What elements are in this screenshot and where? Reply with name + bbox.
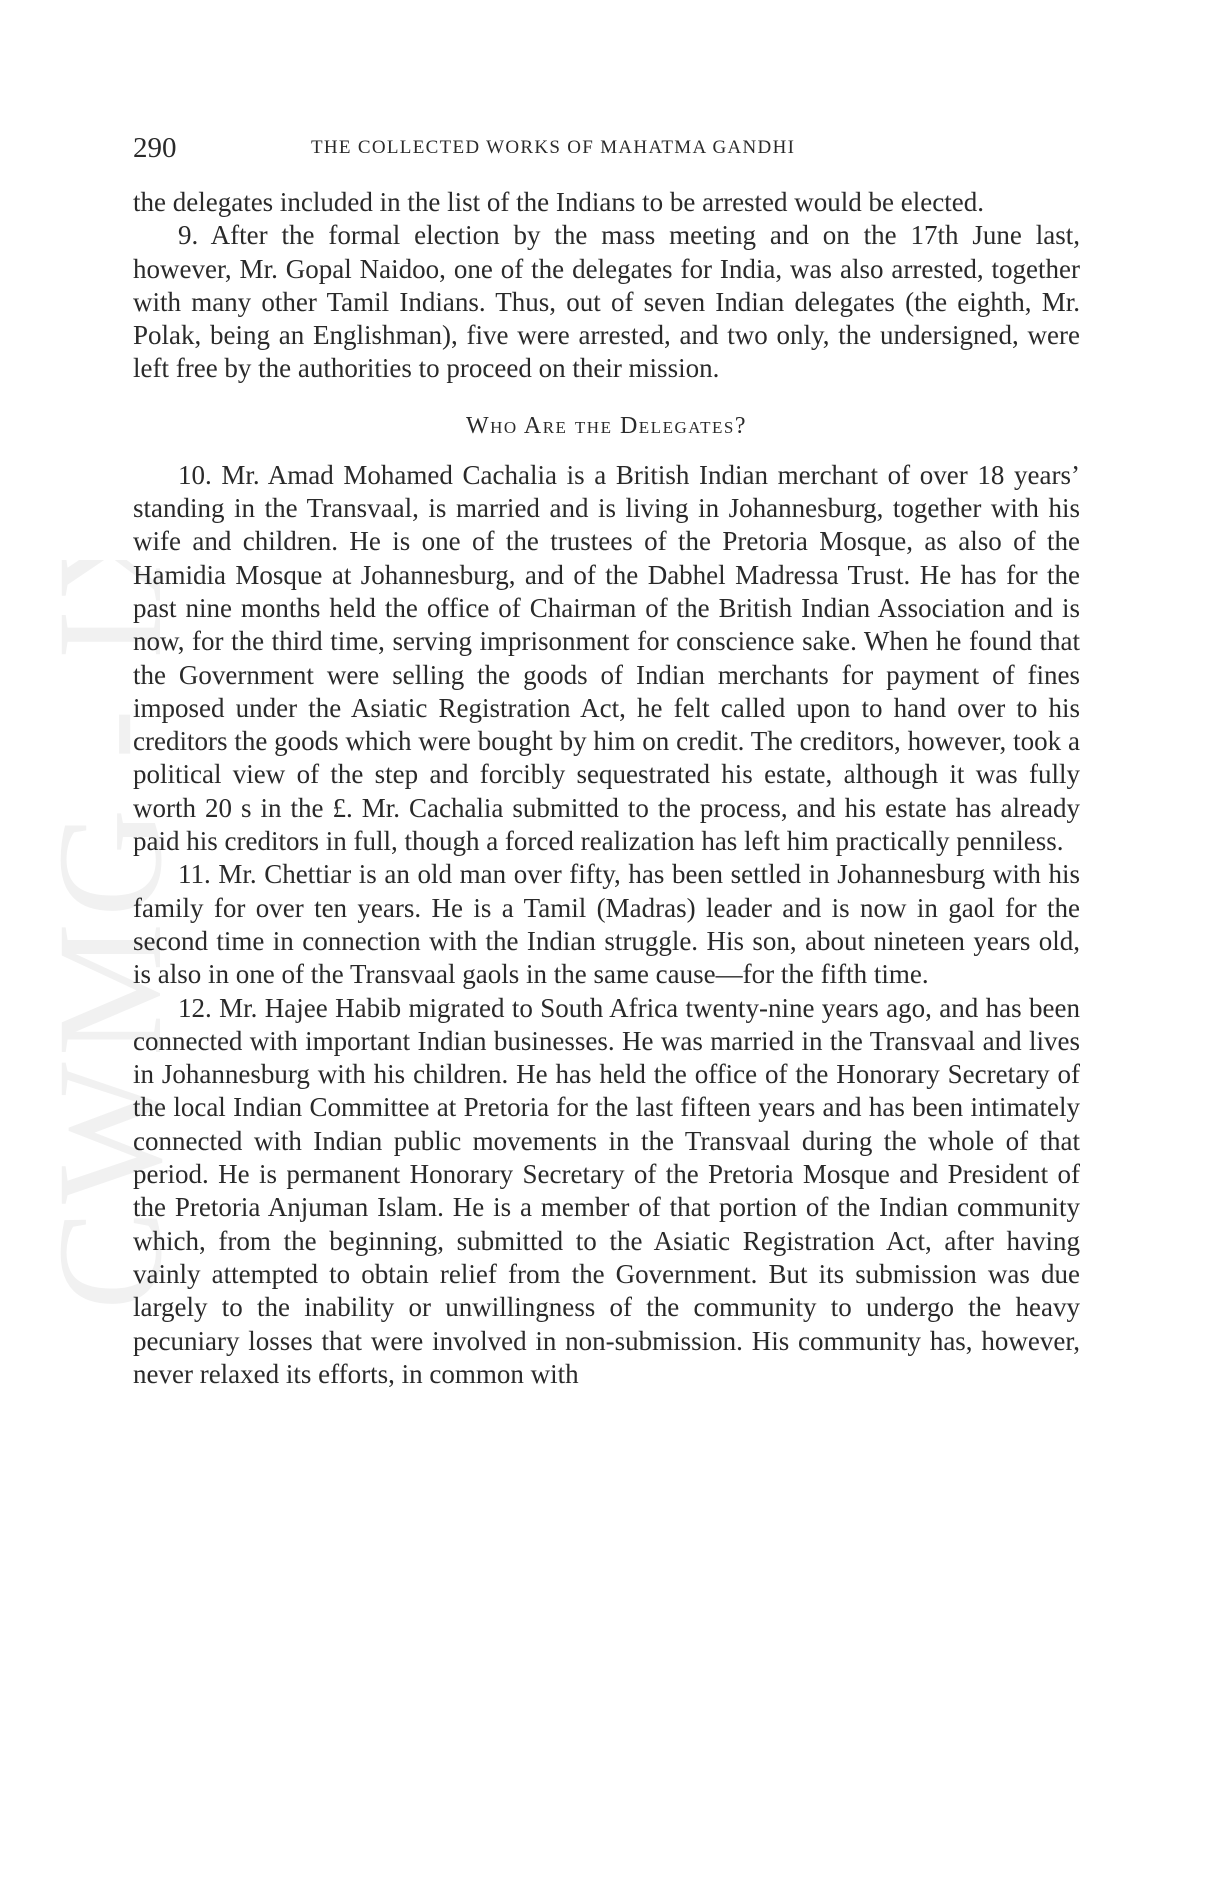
page-body <box>133 186 1080 1391</box>
paragraph-continuation: the delegates included in the list of the Indians to be arrested would be elected. <box>133 187 984 217</box>
watermark-text: CWMG - IX <box>40 560 193 1310</box>
paragraph-11: 11. Mr. Chettiar is an old man over fifty, has been settled in Johannesburg with his family for over ten years. He is a Tamil (Madras) leader and is now in gaol for the second time in connection with the Indian struggle. His son, about nineteen years old, is also in one of the Transvaal gaols in the same cause—for the fifth time. <box>133 859 1080 990</box>
paragraph-9: 9. After the formal election by the mass meeting and on the 17th June last, however, Mr. Gopal Naidoo, one of the delegates for India, was also arrested, together with many other Tamil Indians. Thus, out of seven Indian delegates (the eighth, Mr. Polak, being an Englishman), five were arrested, and two only, the undersigned, were left free by the authorities to proceed on their mission. <box>133 220 1080 384</box>
page-number: 290 <box>133 132 177 164</box>
running-title: THE COLLECTED WORKS OF MAHATMA GANDHI <box>311 137 796 158</box>
page-header <box>133 128 1080 168</box>
paragraph-12: 12. Mr. Hajee Habib migrated to South Africa twenty-nine years ago, and has been connected with important Indian businesses. He was married in the Transvaal and lives in Johannesburg with his children. He has held the office of the Honorary Secretary of the local Indian Committee at Pretoria for the last fifteen years and has been intimately connected with Indian public movements in the Transvaal during the whole of that period. He is permanent Honorary Secretary of the Pretoria Mosque and President of the Pretoria Anjuman Islam. He is a member of that portion of the Indian community which, from the beginning, submitted to the Asiatic Registration Act, after having vainly attempted to obtain relief from the Government. But its submission was due largely to the inability or unwillingness of the community to undergo the heavy pecuniary losses that were involved in non-submission. His community has, however, never relaxed its efforts, in common with <box>133 992 1080 1389</box>
section-heading: Who Are the Delegates? <box>465 412 747 439</box>
paragraph-10: 10. Mr. Amad Mohamed Cachalia is a British Indian merchant of over 18 years’ standing in the Transvaal, is married and is living in Johannesburg, together with his wife and children. He is one of the trustees of the Pretoria Mosque, as also of the Hamidia Mosque at Johannesburg, and of the Dabhel Madressa Trust. He has for the past nine months held the office of Chairman of the British Indian Association and is now, for the third time, serving imprisonment for conscience sake. When he found that the Government were selling the goods of Indian merchants for payment of fines imposed under the Asiatic Registration Act, he felt called upon to hand over to his creditors the goods which were bought by him on credit. The creditors, however, took a political view of the step and forcibly sequestrated his estate, although it was fully worth 20 s in the £. Mr. Cachalia submitted to the process, and his estate has already paid his creditors in full, though a forced realization has left him practically penniless. <box>133 459 1080 857</box>
